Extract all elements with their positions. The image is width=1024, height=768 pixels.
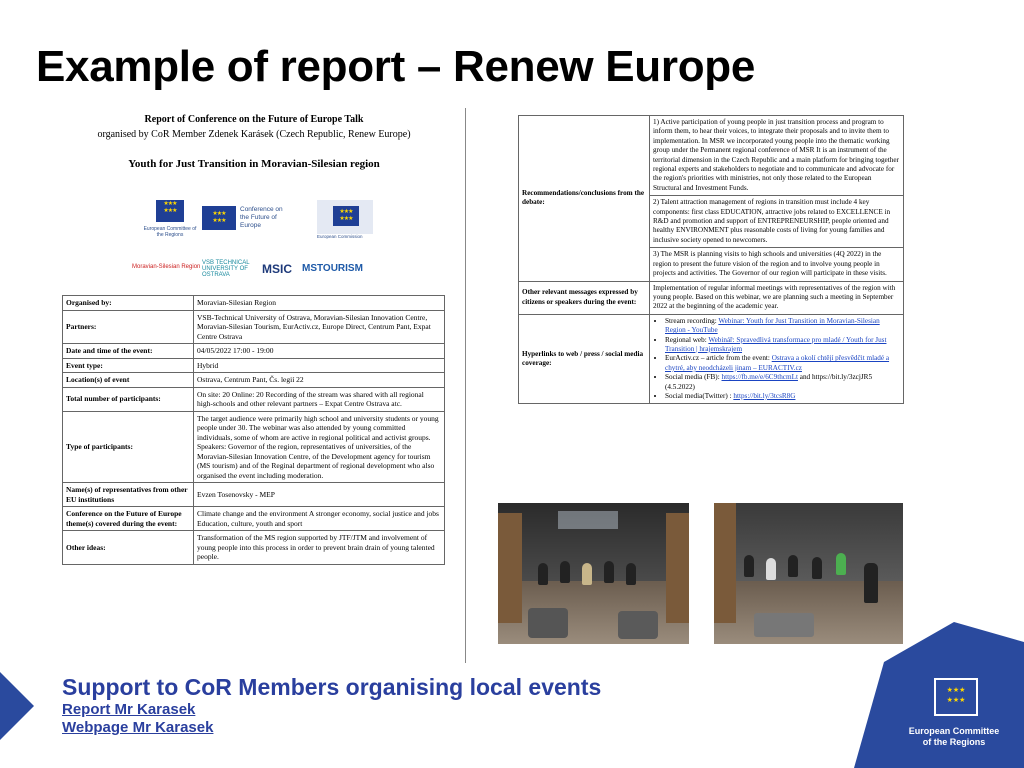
report-link[interactable]: Report Mr Karasek	[62, 701, 196, 718]
row-value: Transformation of the MS region supported by JTF/JTM and involvement of young people into this process in order to prevent brain drain of young talented people.	[194, 531, 445, 565]
rec-label: Recommendations/conclusions from the debate:	[519, 116, 650, 282]
links-label: Hyperlinks to web / press / social media coverage:	[519, 314, 650, 404]
cor-logo: ★★★ ★★★ European Committee of the Regions	[143, 201, 197, 238]
msr-logo: Moravian-Silesian Region	[132, 264, 201, 270]
rec-1: 1) Active participation of young people in just transition process and program to inform them, to hear their voices, to integrate their proposals and to invite them to implementation. In MSR we incorporated young people into the thematic working group under the Permanent regional conference of MSR It is an instrument of the territorial dimension in the Czech Republic and a main platform for bringing together regional experts and stakeholders to negotiate and to communicate and advocate for the region's priorities with ministries, not only those related to the European Structural and Investment Funds.	[650, 116, 904, 196]
webpage-link[interactable]: Webpage Mr Karasek	[62, 719, 214, 736]
table-row	[63, 344, 445, 359]
list-item	[665, 317, 900, 336]
slide-title: Example of report – Renew Europe	[36, 42, 756, 91]
row-value: On site: 20 Online: 20 Recording of the stream was shared with all regional high-schools and other relevant partners – Expat Centre Ostrava atc.	[194, 387, 445, 411]
table-row	[63, 373, 445, 388]
coverage-link[interactable]: https://fb.me/e/6C9thcmLt	[721, 373, 798, 382]
row-value: 04/05/2022 17:00 - 19:00	[194, 344, 445, 359]
row-value: Moravian-Silesian Region	[194, 296, 445, 311]
mstourism-logo: MSTOURISM	[302, 263, 363, 274]
footer-title: Support to CoR Members organising local events	[62, 674, 602, 700]
table-row	[63, 387, 445, 411]
other-label: Other relevant messages expressed by citizens or speakers during the event:	[519, 281, 650, 314]
report-heading-line2: organised by CoR Member Zdenek Karásek (Czech Republic, Renew Europe)	[97, 129, 411, 140]
table-row	[63, 507, 445, 531]
list-item	[665, 373, 900, 392]
row-label: Conference on the Future of Europe theme(s) covered during the event:	[63, 507, 194, 531]
row-label: Organised by:	[63, 296, 194, 311]
link-prefix: Social media (FB):	[665, 373, 722, 382]
list-item	[665, 392, 900, 401]
report-heading-line1: Report of Conference on the Future of Europe Talk	[144, 114, 364, 125]
link-suffix: and https://bit.ly/3zcjJR5 (4.5.2022)	[665, 373, 873, 391]
decorative-arrow	[0, 672, 34, 740]
ec-logo: ★★★ ★★★ European Commission	[317, 200, 377, 239]
rec-2: 2) Talent attraction management of regions in transition must include 4 key components: first class EDUCATION, attractive jobs related to EXCELLENCE in R&D and promotion and support of ENTREPRENEURSHIP, people oriented and healthy ENVIRONMENT plus reasonable costs of living for young families and inclusive society opened to newcomers.	[650, 196, 904, 248]
vsb-logo: VSB TECHNICAL UNIVERSITY OF OSTRAVA	[202, 260, 250, 278]
coverage-link[interactable]: https://bit.ly/3tcsR8G	[733, 391, 796, 400]
row-label: Name(s) of representatives from other EU institutions	[63, 483, 194, 507]
row-label: Total number of participants:	[63, 387, 194, 411]
list-item	[665, 354, 900, 373]
other-text: Implementation of regular informal meetings with representatives of the region with young people. Based on this webinar, we are planning such a meeting in September 2022 at the beginning of the academic year.	[650, 281, 904, 314]
row-label: Date and time of the event:	[63, 344, 194, 359]
cor-emblem-icon: ★★★ ★★★	[934, 678, 978, 716]
row-label: Type of participants:	[63, 411, 194, 483]
coverage-link[interactable]: Webinář: Spravedlivá transformace pro mladé / Youth for Just Transition | hrajemskrajem	[665, 335, 887, 353]
report-document-right	[518, 115, 904, 404]
rec-3: 3) The MSR is planning visits to high schools and universities (4Q 2022) in the region to present the future vision of the region and to involve young people in projects and activities. The Governor of our region will participate in these visits.	[650, 248, 904, 281]
report-subtitle: Youth for Just Transition in Moravian-Silesian region	[128, 158, 380, 170]
table-row	[63, 483, 445, 507]
table-row	[519, 314, 904, 404]
links-cell	[650, 314, 904, 404]
row-label: Other ideas:	[63, 531, 194, 565]
link-prefix: EurActiv.cz – article from the event:	[665, 354, 772, 363]
table-row	[63, 358, 445, 373]
table-row	[63, 411, 445, 483]
links-list	[653, 317, 900, 402]
report-document-left	[62, 108, 446, 656]
row-value: Evzen Tosenovsky - MEP	[194, 483, 445, 507]
row-label: Location(s) of event	[63, 373, 194, 388]
table-row	[63, 296, 445, 311]
table-row	[519, 281, 904, 314]
link-prefix: Regional web:	[665, 335, 709, 344]
list-item	[665, 336, 900, 355]
row-value: The target audience were primarily high school and university students or young people under 30. The webinar was also attended by young committed individuals, some of whom are active in regional political and activist groups. Speakers: Governor of the region, representatives of universities, of the Moravian-Silesian Innovation Centre, of the Development agency for tourism (MS tourism) and of the Reginal department of regional development who also organised the event including moderation.	[194, 411, 445, 483]
event-photo-1	[498, 503, 689, 644]
coverage-link[interactable]: Ostrava a okolí chtějí přesvědčit mladé a chytré, aby neodcházeli jinam – EURACTIV.cz	[665, 354, 890, 372]
coverage-link[interactable]: Webinar: Youth for Just Transition in Moravian-Silesian Region - YouTube	[665, 316, 880, 335]
row-value: Ostrava, Centrum Pant, Čs. legií 22	[194, 373, 445, 388]
row-value: Climate change and the environment A stronger economy, social justice and jobs Education, culture, youth and sport	[194, 507, 445, 531]
report-heading	[62, 112, 446, 142]
logo-row-2	[132, 260, 432, 282]
cor-org-name: European Committee of the Regions	[908, 726, 1000, 747]
link-prefix: Stream recording:	[665, 316, 719, 325]
msic-logo: MSIC	[262, 262, 292, 276]
row-label: Partners:	[63, 310, 194, 344]
row-value: VSB-Technical University of Ostrava, Moravian-Silesian Innovation Centre, Moravian-Silesian Tourism, EurActiv.cz, Europe Direct, Centrum Pant, Expat Centre Ostrava	[194, 310, 445, 344]
logo-row-1: ★★★ ★★★ European Committee of the Regions ★★★ ★★★ Conference on the Future of Europe ★★★ ★★★ European Commission	[132, 200, 432, 248]
table-row	[63, 310, 445, 344]
row-value: Hybrid	[194, 358, 445, 373]
table-row	[519, 116, 904, 196]
table-row	[63, 531, 445, 565]
link-prefix: Social media(Twitter) :	[665, 391, 734, 400]
row-label: Event type:	[63, 358, 194, 373]
page-divider	[465, 108, 466, 663]
report-info-table	[62, 295, 445, 565]
